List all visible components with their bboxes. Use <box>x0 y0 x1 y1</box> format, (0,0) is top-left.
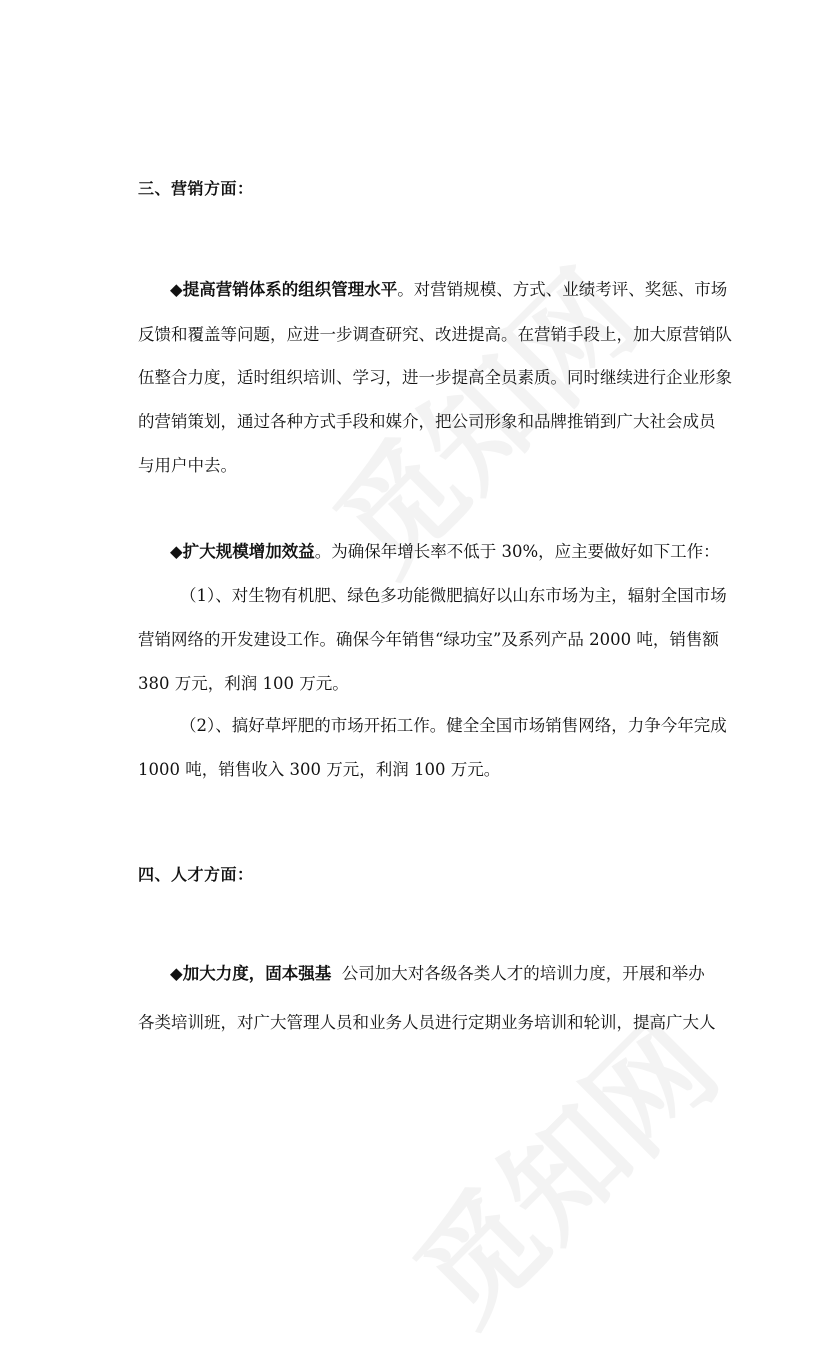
paragraph-text: 。为确保年增长率不低于 30%，应主要做好如下工作： <box>314 542 720 561</box>
paragraph-line: 各类培训班，对广大管理人员和业务人员进行定期业务培训和轮训，提高广大人 <box>138 1013 716 1032</box>
paragraph-line: 营销网络的开发建设工作。确保今年销售“绿功宝”及系列产品 2000 吨，销售额 <box>138 630 719 649</box>
paragraph-line <box>170 280 727 300</box>
paragraph-lead-bold: 扩大规模增加效益 <box>182 542 315 561</box>
diamond-bullet-icon: ◆ <box>170 964 183 983</box>
paragraph-line: （1）、对生物有机肥、绿色多功能微肥搞好以山东市场为主，辐射全国市场 <box>180 586 727 605</box>
paragraph-line <box>170 542 720 562</box>
watermark <box>372 978 748 1354</box>
diamond-bullet-icon: ◆ <box>170 542 183 561</box>
paragraph-lead-bold: 加大力度，固本强基 <box>182 964 332 983</box>
paragraph-text: 。对营销规模、方式、业绩考评、奖惩、市场 <box>397 280 728 299</box>
paragraph-line: 1000 吨，销售收入 300 万元，利润 100 万元。 <box>138 760 501 779</box>
paragraph-line: 伍整合力度，适时组织培训、学习，进一步提高全员素质。同时继续进行企业形象 <box>138 368 732 387</box>
paragraph-line: 反馈和覆盖等问题，应进一步调查研究、改进提高。在营销手段上，加大原营销队 <box>138 325 732 344</box>
paragraph-line <box>170 964 705 984</box>
paragraph-line: （2）、搞好草坪肥的市场开拓工作。健全全国市场销售网络，力争今年完成 <box>180 716 727 735</box>
paragraph-lead-bold: 提高营销体系的组织管理水平 <box>182 280 398 299</box>
paragraph-line: 的营销策划，通过各种方式手段和媒介，把公司形象和品牌推销到广大社会成员 <box>138 412 716 431</box>
paragraph-text: 公司加大对各级各类人才的培训力度，开展和举办 <box>331 964 705 983</box>
paragraph-line: 380 万元，利润 100 万元。 <box>138 674 349 693</box>
section-heading-marketing: 三、营销方面： <box>138 179 254 198</box>
paragraph-line: 与用户中去。 <box>138 456 237 475</box>
diamond-bullet-icon: ◆ <box>170 280 183 299</box>
section-heading-talent: 四、人才方面： <box>138 865 254 884</box>
